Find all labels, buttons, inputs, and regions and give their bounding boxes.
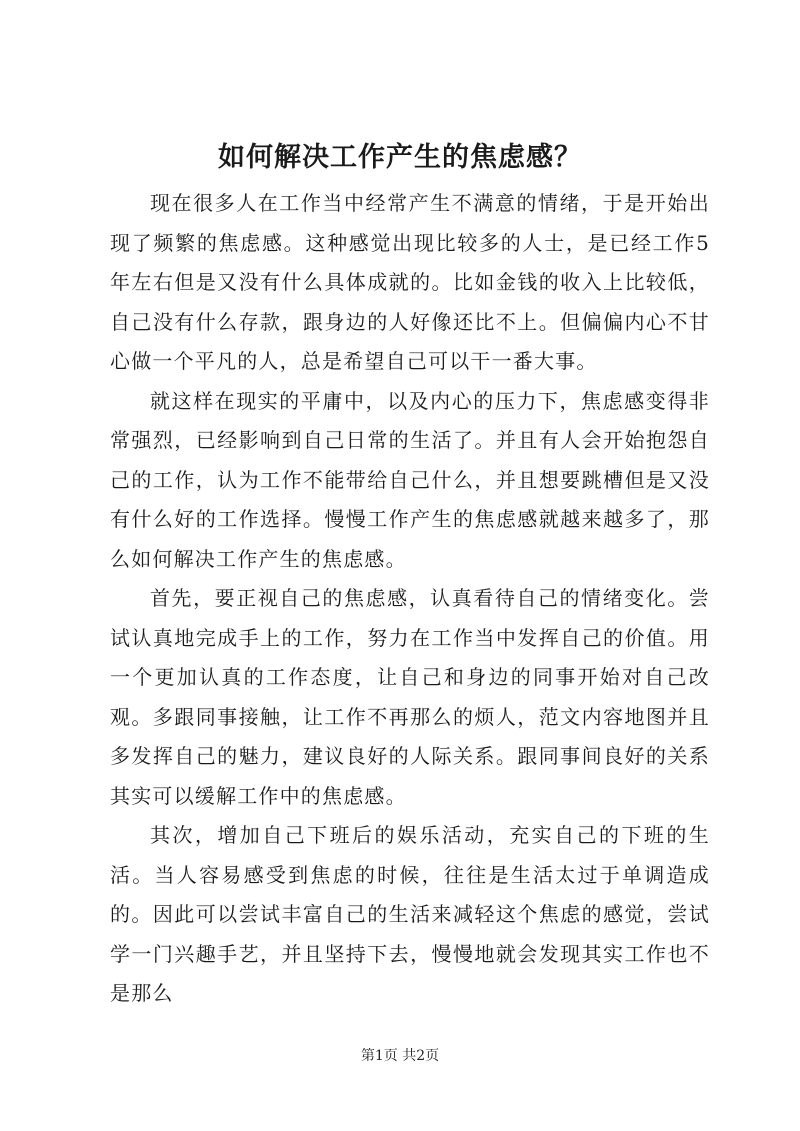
page-title: 如何解决工作产生的焦虑感？: [218, 142, 582, 173]
page-footer: 第1页 共2页: [360, 1048, 440, 1064]
paragraph-3: 首先，要正视自己的焦虑感，认真看待自己的情绪变化。尝试认真地完成手上的工作，努力在工作当中发挥自己的价值。用一个更加认真的工作态度，让自己和身边的同事开始对自己改观。多跟同事接触，让工作不再那么的烦人，范文内容地图并且多发挥自己的魅力，建议良好的人际关系。跟同事间良好的关系其实可以缓解工作中的焦虑感。: [110, 586, 710, 808]
paragraph-2: 就这样在现实的平庸中，以及内心的压力下，焦虑感变得非常强烈，已经影响到自己日常的生活了。并且有人会开始抱怨自己的工作，认为工作不能带给自己什么，并且想要跳槽但是又没有什么好的工作选择。慢慢工作产生的焦虑感就越来越多了，那么如何解决工作产生的焦虑感。: [110, 388, 710, 571]
document-body: [110, 184, 710, 1014]
paragraph-1: 现在很多人在工作当中经常产生不满意的情绪，于是开始出现了频繁的焦虑感。这种感觉出现比较多的人士，是已经工作5年左右但是又没有什么具体成就的。比如金钱的收入上比较低，自己没有什么存款，跟身边的人好像还比不上。但偏偏内心不甘心做一个平凡的人，总是希望自己可以干一番大事。: [110, 191, 710, 373]
paragraph-4: 其次，增加自己下班后的娱乐活动，充实自己的下班的生活。当人容易感受到焦虑的时候，往往是生活太过于单调造成的。因此可以尝试丰富自己的生活来减轻这个焦虑的感觉，尝试学一门兴趣手艺，并且坚持下去，慢慢地就会发现其实工作也不是那么: [110, 823, 710, 1005]
